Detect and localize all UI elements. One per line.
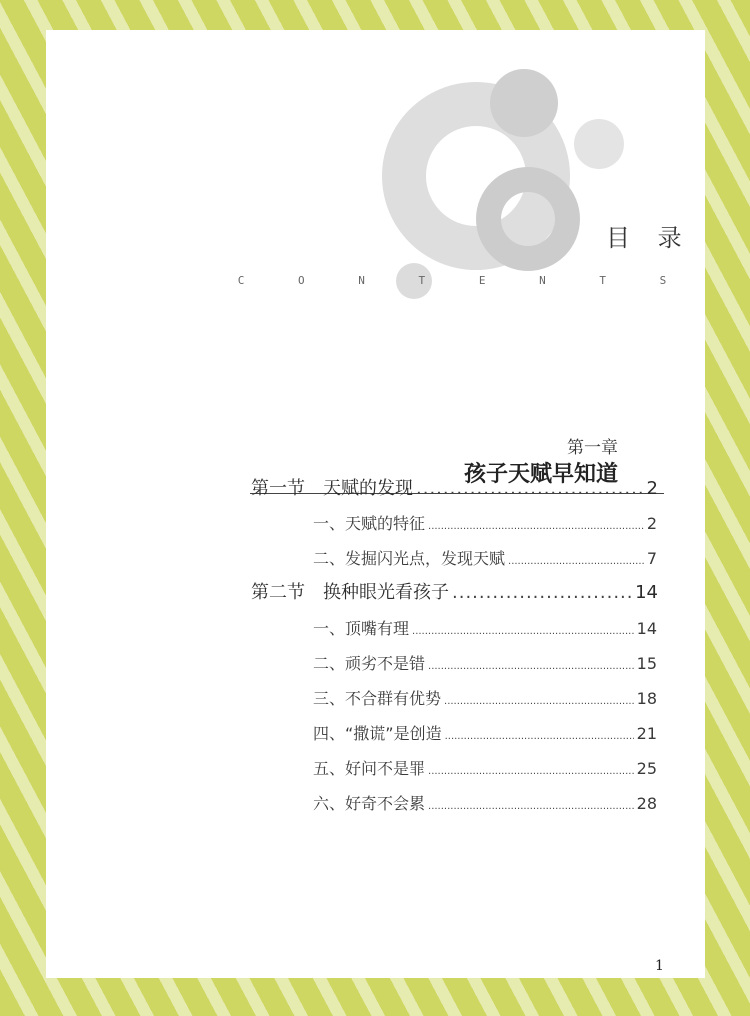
chapter-number: 第一章 <box>567 438 618 458</box>
item-title: 四、“撒谎”是创造 <box>313 724 442 743</box>
section-number: 第一节 <box>251 478 305 499</box>
toc-item-entry[interactable] <box>313 651 657 674</box>
dot-leader <box>416 478 644 499</box>
dot-leader <box>412 626 634 637</box>
dot-leader <box>428 521 644 532</box>
item-page: 14 <box>636 619 657 638</box>
dot-leader <box>452 582 632 603</box>
contents-letter: T <box>599 274 606 287</box>
toc-section-entry[interactable] <box>251 578 658 604</box>
item-page: 28 <box>636 794 657 813</box>
contents-letter: E <box>478 274 486 287</box>
item-page: 18 <box>636 689 657 708</box>
item-title: 五、好问不是罪 <box>313 759 426 778</box>
dot-leader <box>428 766 634 777</box>
toc-item-entry[interactable] <box>313 721 657 744</box>
toc-item-entry[interactable] <box>313 791 657 814</box>
top-circle <box>490 69 558 137</box>
contents-letter: N <box>539 274 546 287</box>
toc-section-entry[interactable] <box>251 474 658 500</box>
toc-item-entry[interactable] <box>313 546 657 569</box>
contents-subtitle <box>236 274 668 287</box>
toc-item-entry[interactable] <box>313 616 657 639</box>
toc-item-entry[interactable] <box>313 686 657 709</box>
dot-leader <box>428 801 634 812</box>
item-title: 一、顶嘴有理 <box>313 619 410 638</box>
item-page: 21 <box>636 724 657 743</box>
contents-letter: C <box>237 274 245 287</box>
toc-item-entry[interactable] <box>313 511 657 534</box>
section-page: 14 <box>635 582 658 603</box>
item-page: 25 <box>636 759 657 778</box>
item-page: 7 <box>646 549 657 568</box>
toc-item-entry[interactable] <box>313 756 657 779</box>
section-title: 换种眼光看孩子 <box>323 582 449 603</box>
item-title: 二、发掘闪光点，发现天赋 <box>313 549 506 568</box>
dot-leader <box>428 661 634 672</box>
dot-leader <box>444 696 634 707</box>
contents-letter: N <box>358 274 365 287</box>
contents-letter: O <box>297 274 305 287</box>
section-title: 天赋的发现 <box>323 478 413 499</box>
right-circle <box>574 119 624 169</box>
decorative-circles <box>46 30 705 978</box>
page-number: 1 <box>655 958 664 974</box>
dot-leader <box>508 556 644 567</box>
item-page: 2 <box>646 514 657 533</box>
item-title: 二、顽劣不是错 <box>313 654 426 673</box>
contents-letter: T <box>418 274 426 287</box>
toc-title: 目 录 <box>606 224 692 252</box>
section-page: 2 <box>646 478 658 499</box>
contents-letter: S <box>659 274 667 287</box>
chapter-title: 孩子天赋早知道 <box>463 462 618 487</box>
book-page <box>46 30 705 978</box>
item-title: 三、不合群有优势 <box>313 689 442 708</box>
dot-leader <box>445 731 634 742</box>
item-title: 一、天赋的特征 <box>313 514 426 533</box>
section-number: 第二节 <box>251 582 305 603</box>
item-page: 15 <box>636 654 657 673</box>
item-title: 六、好奇不会累 <box>313 794 426 813</box>
